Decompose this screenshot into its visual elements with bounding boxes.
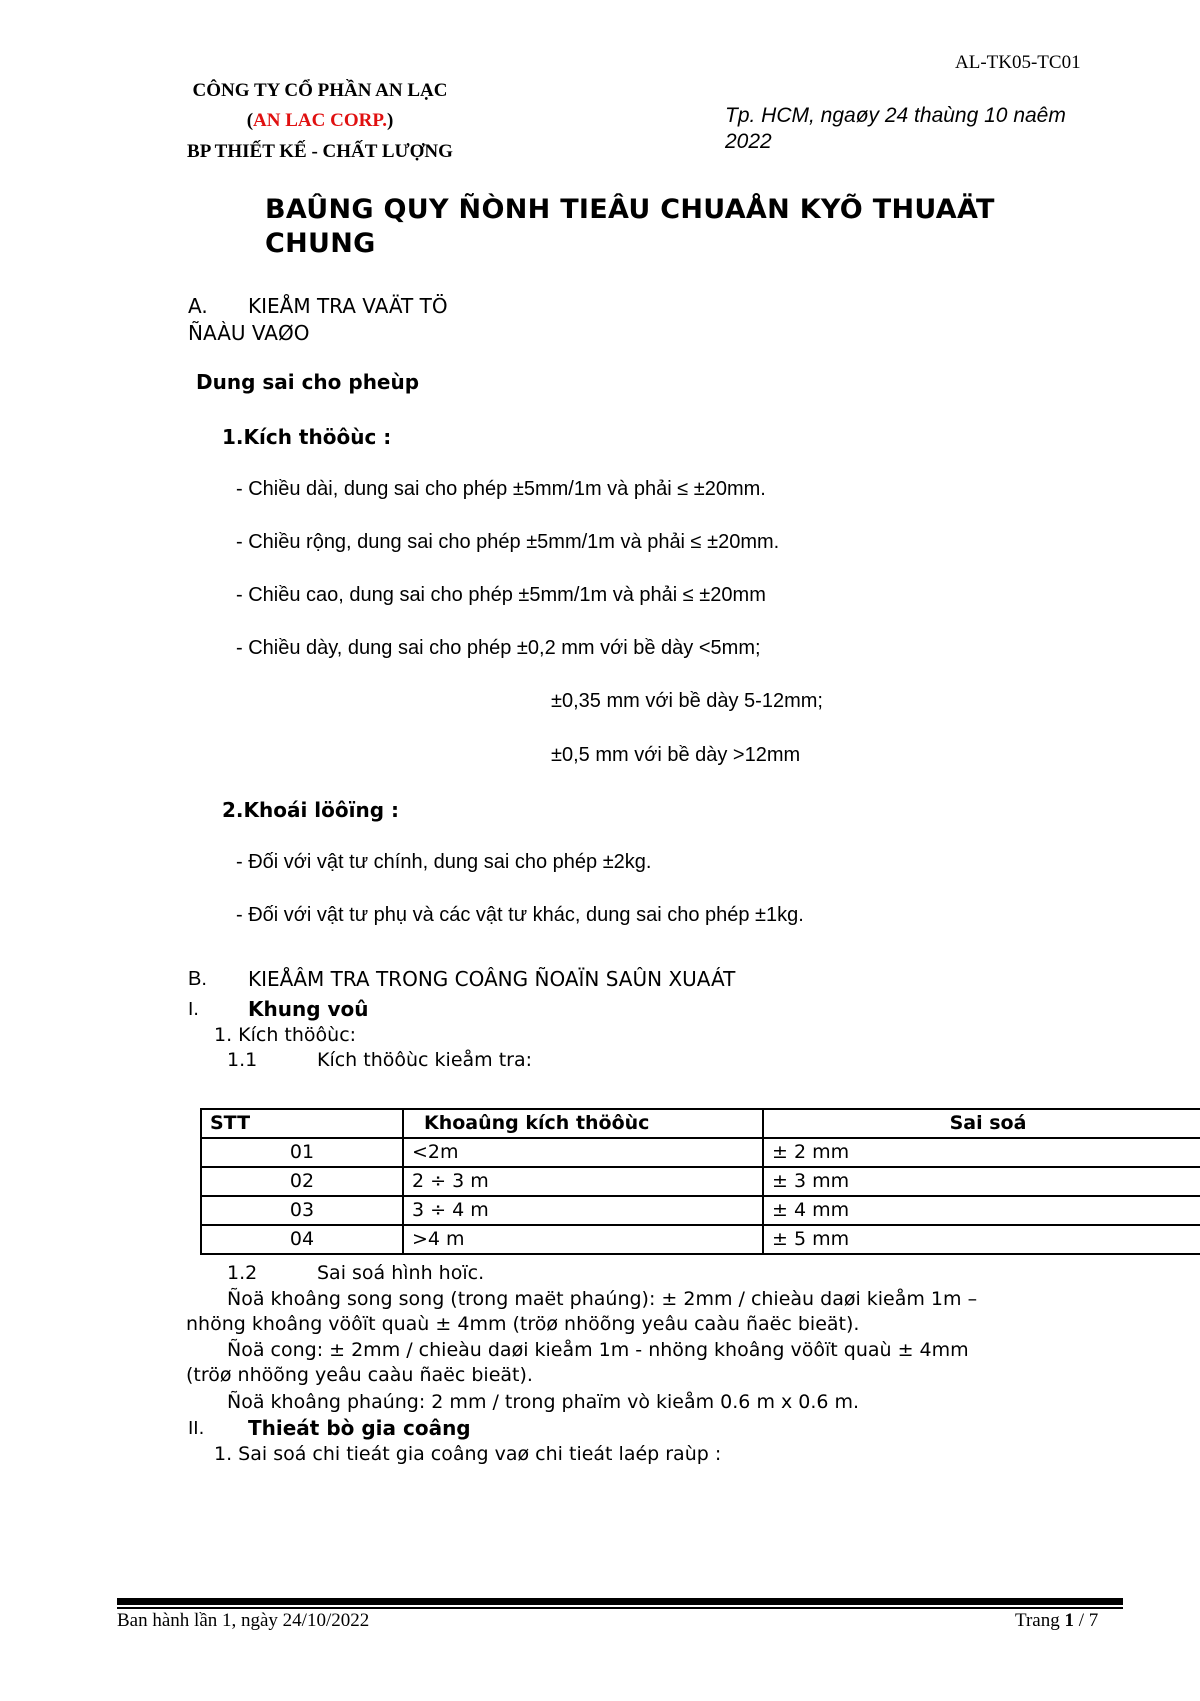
row-tolerance: ± 5 mm [763,1225,1200,1254]
page-title [265,193,1065,261]
section-a-label: A. [188,294,208,318]
header-stt: STT [201,1109,403,1138]
item-1-2-number: 1.2 [227,1262,258,1284]
row-tolerance: ± 4 mm [763,1196,1200,1225]
row-stt: 04 [201,1225,403,1254]
row-size-range: 3 ÷ 4 m [403,1196,763,1225]
main-material-weight: - Đối với vật tư chính, dung sai cho phép ±2kg. [236,851,652,873]
title-line1: BAÛNG QUY ÑÒNH TIEÂU CHUAÅN KYÕ THUAÄT [265,194,995,225]
row-tolerance: ± 3 mm [763,1167,1200,1196]
section-a-title-line1: KIEÅM TRA VAÄT TÖ [248,294,448,318]
header-size-range: Khoaûng kích thöôùc [403,1109,763,1138]
footer-divider-thin [117,1607,1123,1609]
length-tolerance: - Chiều dài, dung sai cho phép ±5mm/1m và phải ≤ ±20mm. [236,478,766,500]
section-b-label: B. [188,968,207,990]
curvature-line1: Ñoä cong: ± 2mm / chieàu daøi kieåm 1m - nhöng khoâng vöôït quaù ± 4mm [227,1339,969,1361]
secondary-material-weight: - Đối với vật tư phụ và các vật tư khác, dung sai cho phép ±1kg. [236,904,804,926]
company-brand: AN LAC CORP. [253,110,387,131]
document-code: AL-TK05-TC01 [955,52,1081,73]
section-a-title-line2: ÑAÀU VAØO [188,321,310,345]
item-1-1-text: Kích thöôùc kieåm tra: [317,1049,533,1071]
place-date-line2: 2022 [725,130,772,153]
section-a-heading [188,293,448,347]
row-stt: 01 [201,1138,403,1167]
table-row [201,1196,1200,1225]
header-tolerance: Sai soá [763,1109,1200,1138]
item1-title: 1.Kích thöôùc : [222,425,392,449]
thickness-tolerance-thick: ±0,5 mm với bề dày >12mm [551,744,801,766]
page-total: 7 [1088,1610,1099,1631]
curvature-line2: (tröø nhöõng yeâu caàu ñaëc bieät). [186,1364,533,1386]
table-row [201,1225,1200,1254]
page-number [1015,1610,1098,1632]
thickness-tolerance: - Chiều dày, dung sai cho phép ±0,2 mm với bề dày <5mm; [236,637,761,659]
table-row [201,1138,1200,1167]
parallelism-line2: nhöng khoâng vöôït quaù ± 4mm (tröø nhöõng yeâu caàu ñaëc bieät). [186,1313,860,1335]
place-date-line1: Tp. HCM, ngaøy 24 thaùng 10 naêm [725,104,1066,127]
thickness-tolerance-mid: ±0,35 mm với bề dày 5-12mm; [551,690,823,712]
row-stt: 02 [201,1167,403,1196]
company-short-name [110,110,530,132]
item-1-2-text: Sai soá hình hoïc. [317,1262,485,1284]
company-name: CÔNG TY CỔ PHẦN AN LẠC [192,80,448,101]
section-b-title: KIEÅÂM TRA TRONG COÂNG ÑOAÏN SAÛN XUAÁT [248,967,736,991]
item-1-1-number: 1.1 [227,1049,258,1071]
row-size-range: <2m [403,1138,763,1167]
sub1-label: I. [188,999,200,1020]
paren-close: ) [386,110,394,131]
page-separator: / [1073,1610,1089,1631]
parallelism-line1: Ñoä khoâng song song (trong maët phaúng): ± 2mm / chieàu daøi kieåm 1m – [227,1288,978,1310]
sub2-title: Thieát bò gia coâng [248,1416,471,1440]
row-size-range: 2 ÷ 3 m [403,1167,763,1196]
dimension-heading: 1. Kích thöôùc: [214,1024,357,1046]
page-current: 1 [1064,1610,1074,1631]
title-line2: CHUNG [265,228,376,259]
table-header-row [201,1109,1200,1138]
row-size-range: >4 m [403,1225,763,1254]
footer-divider-thick [117,1598,1123,1605]
width-tolerance: - Chiều rộng, dung sai cho phép ±5mm/1m và phải ≤ ±20mm. [236,531,780,553]
page-label: Trang [1015,1610,1065,1631]
paren-open: ( [246,110,254,131]
height-tolerance: - Chiều cao, dung sai cho phép ±5mm/1m và phải ≤ ±20mm [236,584,766,606]
machining-error-heading: 1. Sai soá chi tieát gia coâng vaø chi tieát laép raùp : [214,1443,722,1465]
issue-info: Ban hành lần 1, ngày 24/10/2022 [117,1610,370,1631]
flatness-line: Ñoä khoâng phaúng: 2 mm / trong phaïm vò kieåm 0.6 m x 0.6 m. [227,1391,860,1413]
item2-title: 2.Khoái löôïng : [222,798,400,822]
department-name: BP THIẾT KẾ - CHẤT LƯỢNG [187,141,453,162]
tolerance-subheading: Dung sai cho pheùp [196,370,420,394]
sub2-label: II. [188,1418,205,1439]
row-tolerance: ± 2 mm [763,1138,1200,1167]
place-date [725,103,1145,155]
row-stt: 03 [201,1196,403,1225]
table-row [201,1167,1200,1196]
sub1-title: Khung voû [248,997,369,1021]
dimension-tolerance-table [200,1108,1200,1255]
